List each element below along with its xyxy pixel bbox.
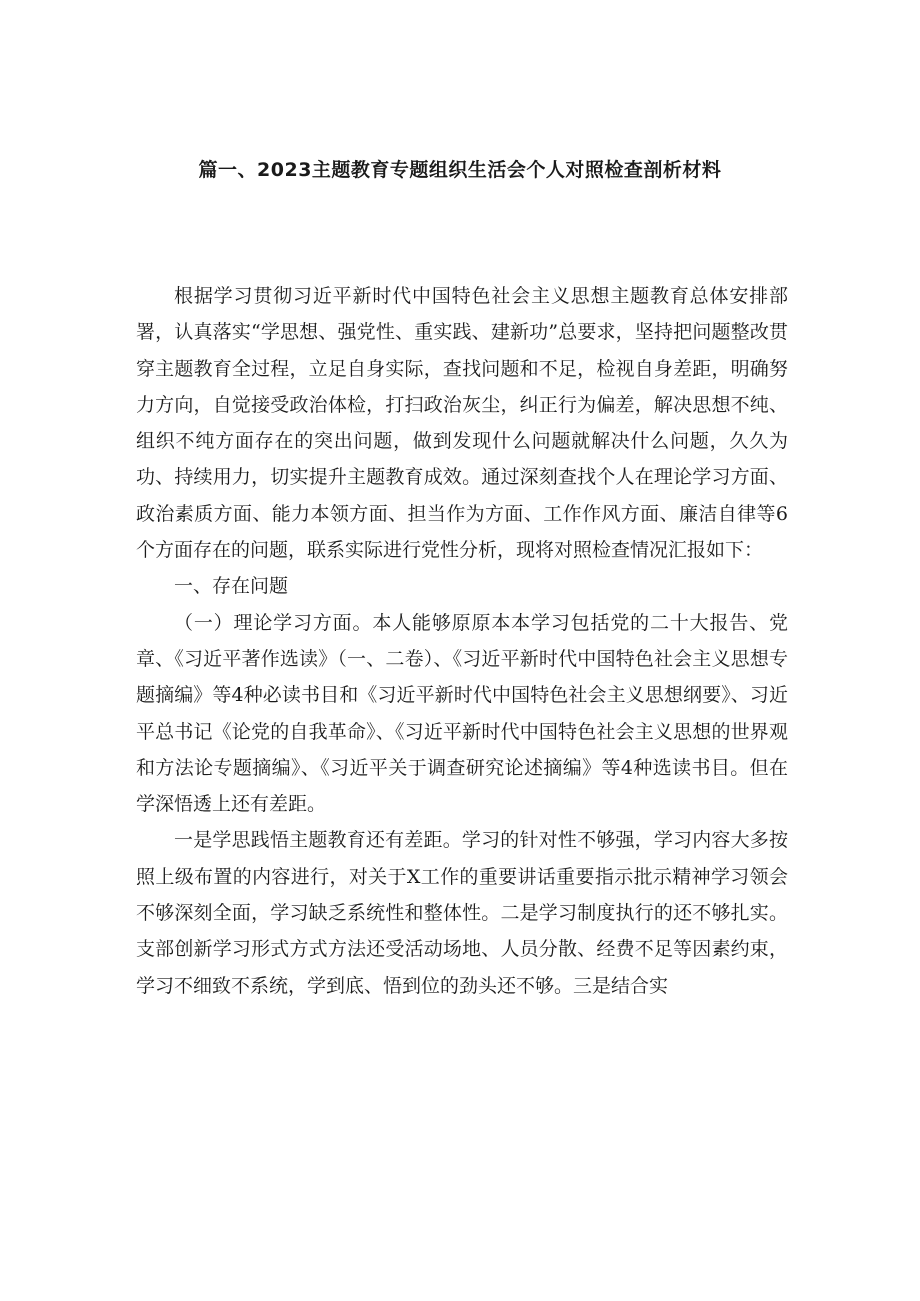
document-title: 篇一、2023主题教育专题组织生活会个人对照检查剖析材料 (198, 159, 722, 181)
theory-study-detail-paragraph: 一是学思践悟主题教育还有差距。学习的针对性不够强，学习内容大多按照上级布置的内容进行，对关于X工作的重要讲话重要指示批示精神学习领会不够深刻全面，学习缺乏系统性和整体性。二是学习制度执行的还不够扎实。支部创新学习形式方式方法还受活动场地、人员分散、经费不足等因素约束，学习不细致不系统，学到底、悟到位的劲头还不够。三是结合实 (136, 829, 788, 997)
document-body (136, 278, 788, 1004)
section-heading-problems: 一、存在问题 (174, 575, 289, 598)
intro-paragraph: 根据学习贯彻习近平新时代中国特色社会主义思想主题教育总体安排部署，认真落实“学思想、强党性、重实践、建新功”总要求，坚持把问题整改贯穿主题教育全过程，立足自身实际，查找问题和不足，检视自身差距，明确努力方向，自觉接受政治体检，打扫政治灰尘，纠正行为偏差，解决思想不纯、组织不纯方面存在的突出问题，做到发现什么问题就解决什么问题，久久为功、持续用力，切实提升主题教育成效。通过深刻查找个人在理论学习方面、政治素质方面、能力本领方面、担当作为方面、工作作风方面、廉洁自律等6个方面存在的问题，联系实际进行党性分析，现将对照检查情况汇报如下： (136, 285, 788, 562)
theory-study-paragraph: （一）理论学习方面。本人能够原原本本学习包括党的二十大报告、党章、《习近平著作选读》（一、二卷）、《习近平新时代中国特色社会主义思想专题摘编》等4种必读书目和《习近平新时代中国特色社会主义思想纲要》、习近平总书记《论党的自我革命》、《习近平新时代中国特色社会主义思想的世界观和方法论专题摘编》、《习近平关于调查研究论述摘编》等4种选读书目。但在学深悟透上还有差距。 (136, 611, 788, 816)
